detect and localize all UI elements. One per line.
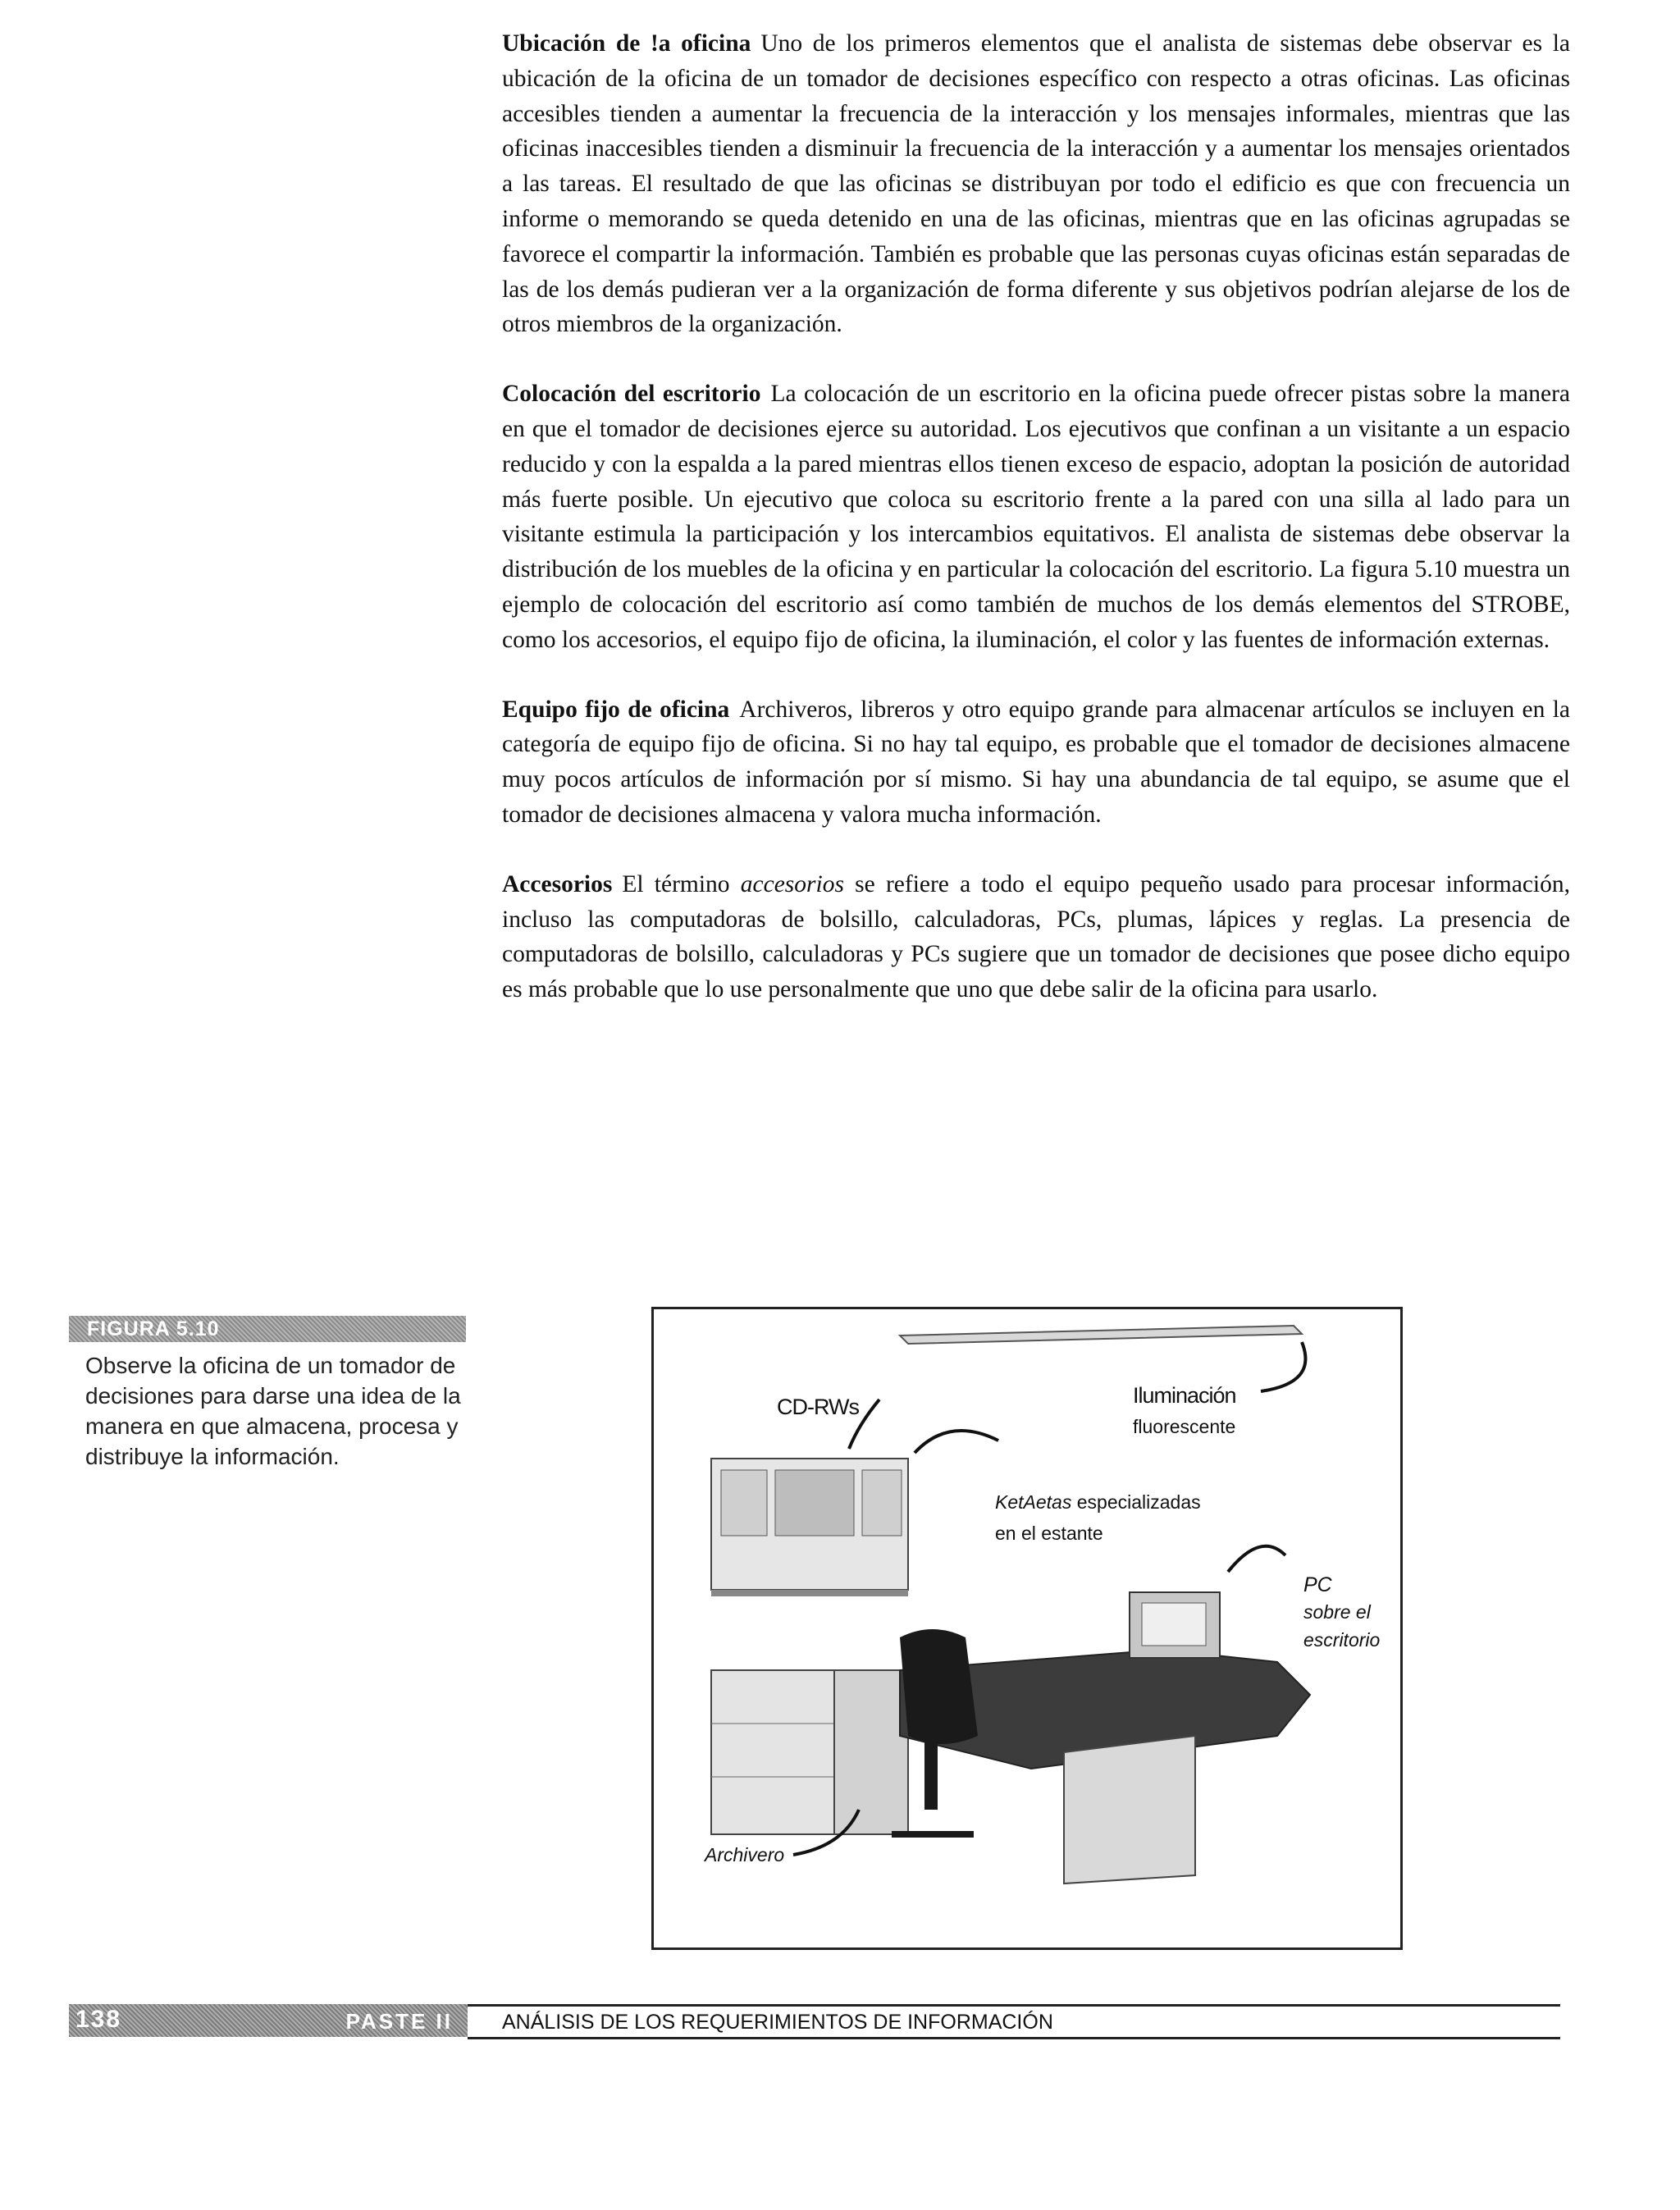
figure-caption-title: FIGURA 5.10	[69, 1316, 466, 1342]
figure-caption-text: Observe la oficina de un tomador de decisiones para darse una idea de la manera en que almacena, procesa y distribuye la información.	[85, 1353, 461, 1469]
heading-equipo: Equipo fijo de oficina	[502, 696, 730, 723]
label-cdrws: CD-RWs	[777, 1395, 859, 1419]
paragraph-accesorios	[502, 867, 1570, 1007]
text-accesorios-em: accesorios	[740, 870, 844, 897]
text-accesorios-after: se refiere a todo el equipo pequeño usado para procesar información, incluso las computadoras de bolsillo, calculadoras, PCs, plumas, lápices y reglas. La presencia de computadoras de bolsillo, calculadoras y PCs sugiere que un tomador de decisiones que posee dicho equipo es más probable que lo use personalmente que uno que debe salir de la oficina para usarlo.	[502, 870, 1570, 1003]
label-iluminacion: Iluminación	[1133, 1383, 1236, 1408]
label-escritorio: escritorio	[1303, 1629, 1381, 1651]
body-text	[502, 26, 1570, 1042]
label-carpetas-em: KetAetas	[995, 1491, 1072, 1513]
paragraph-colocacion	[502, 377, 1570, 657]
heading-ubicacion: Ubicación de !a oficina	[502, 30, 751, 57]
heading-colocacion: Colocación del escritorio	[502, 381, 761, 408]
footer-section-title: ANÁLISIS DE LOS REQUERIMIENTOS DE INFORMACIÓN	[502, 2011, 1053, 2034]
label-carpetas	[995, 1491, 1201, 1514]
label-sobre: sobre el	[1303, 1601, 1371, 1623]
text-accesorios-before: El término	[622, 870, 741, 897]
footer-bar	[69, 2004, 468, 2037]
label-pc: PC	[1303, 1573, 1332, 1596]
text-equipo: Archiveros, libreros y otro equipo grande para almacenar artículos se incluyen en la categoría de equipo fijo de oficina. Si no hay tal equipo, es probable que el tomador de decisiones almacene muy pocos artículos de información por sí mismo. Si hay una abundancia de tal equipo, se asume que el tomador de decisiones almacena y valora mucha información.	[502, 696, 1571, 828]
text-colocacion: La colocación de un escritorio en la oficina puede ofrecer pistas sobre la manera en que el tomador de decisiones ejerce su autoridad. Los ejecutivos que confinan a un visitante a un espacio reducido y con la espalda a la pared mientras ellos tienen exceso de espacio, adoptan la posición de autoridad más fuerte posible. Un ejecutivo que coloca su escritorio frente a la pared con una silla al lado para un visitante estimula la participación y los intercambios equitativos. El analista de sistemas debe observar la distribución de los muebles de la oficina y en particular la colocación del escritorio. La figura 5.10 muestra un ejemplo de colocación del escritorio así como también de muchos de los demás elementos del STROBE, como los accesorios, el equipo fijo de oficina, la iluminación, el color y las fuentes de información externas.	[502, 381, 1570, 653]
heading-accesorios: Accesorios	[502, 870, 613, 897]
footer-rule-top	[468, 2004, 1560, 2007]
label-fluorescente: fluorescente	[1133, 1416, 1236, 1437]
text-ubicacion: Uno de los primeros elementos que el analista de sistemas debe observar es la ubicación de la oficina de un tomador de decisiones específico con respecto a otras oficinas. Las oficinas accesibles tienden a aumentar la frecuencia de la interacción y los mensajes informales, mientras que las oficinas inaccesibles tienden a disminuir la frecuencia de la interacción y a aumentar los mensajes orientados a las tareas. El resultado de que las oficinas se distribuyan por todo el edificio es que con frecuencia un informe o memorando se queda detenido en una de las oficinas, mientras que en las oficinas agrupadas se favorece el compartir la información. También es probable que las personas cuyas oficinas están separadas de las de los demás pudieran ver a la organización de forma diferente y sus objetivos podrían alejarse de los de otros miembros de la organización.	[502, 30, 1570, 338]
page-number: 138	[75, 2006, 122, 2033]
paragraph-ubicacion	[502, 26, 1570, 342]
paragraph-equipo	[502, 692, 1570, 833]
label-carpetas-rest: especializadas	[1071, 1491, 1201, 1513]
part-label: PASTE II	[345, 2009, 453, 2034]
footer-rule-bottom	[468, 2037, 1560, 2039]
office-figure	[651, 1307, 1403, 1950]
label-archivero: Archivero	[705, 1844, 785, 1865]
label-estante: en el estante	[995, 1523, 1103, 1544]
